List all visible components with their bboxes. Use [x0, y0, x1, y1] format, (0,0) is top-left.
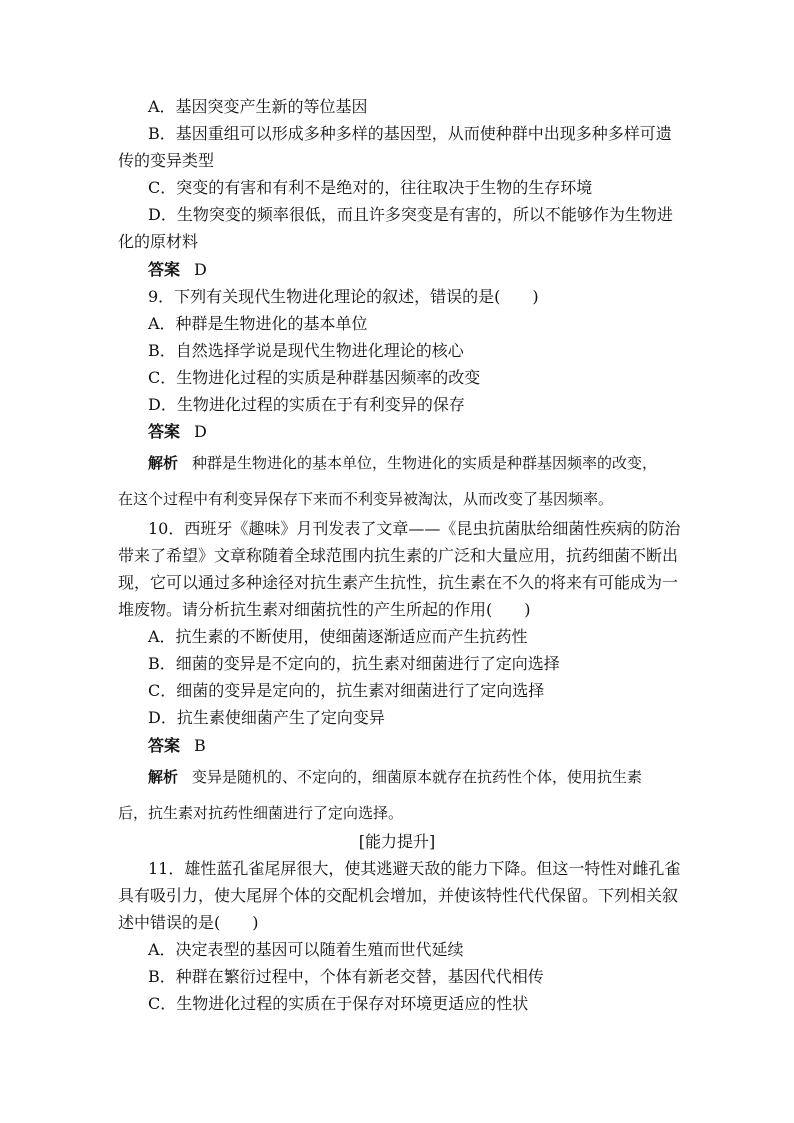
q11-option-b: B．种群在繁衍过程中，个体有新老交替，基因代代相传	[148, 967, 544, 986]
q9-analysis	[148, 453, 657, 473]
answer-label: 答案	[148, 736, 181, 755]
q11-stem-line3: 述中错误的是( )	[118, 913, 259, 932]
q8-option-a: A．基因突变产生新的等位基因	[148, 97, 368, 116]
q9-option-c: C．生物进化过程的实质是种群基因频率的改变	[148, 368, 481, 387]
q11-stem-line2: 具有吸引力，使大尾屏个体的交配机会增加，并使该特性代代保留。下列相关叙	[118, 886, 679, 905]
analysis-text: 种群是生物进化的基本单位，生物进化的实质是种群基因频率的改变，	[192, 454, 658, 472]
q10-stem: 10．西班牙《趣味》月刊发表了文章——《昆虫抗菌肽给细菌性疾病的防治	[148, 519, 681, 538]
q9-stem: 9．下列有关现代生物进化理论的叙述，错误的是( )	[148, 287, 539, 306]
q8-option-b: B．基因重组可以形成多种多样的基因型，从而使种群中出现多种多样可遗	[148, 124, 672, 143]
q9-option-b: B．自然选择学说是现代生物进化理论的核心	[148, 341, 464, 360]
q8-option-b-cont: 传的变异类型	[118, 151, 215, 170]
q8-option-c: C．突变的有害和有利不是绝对的，往往取决于生物的生存环境	[148, 178, 593, 197]
q10-stem-line2: 带来了希望》文章称随着全球范围内抗生素的广泛和大量应用，抗药细菌不断出	[118, 546, 679, 565]
q9-answer	[148, 422, 207, 442]
q10-option-b: B．细菌的变异是不定向的，抗生素对细菌进行了定向选择	[148, 654, 560, 673]
section-title: [能力提升]	[358, 832, 436, 851]
answer-label: 答案	[148, 422, 181, 441]
q10-answer	[148, 736, 206, 756]
q8-option-d-cont: 化的原材料	[118, 232, 199, 251]
answer-value: B	[194, 736, 206, 755]
q11-option-a: A．决定表型的基因可以随着生殖而世代延续	[148, 940, 464, 959]
q10-analysis-cont: 后，抗生素对抗药性细菌进行了定向选择。	[118, 804, 404, 822]
analysis-label: 解析	[148, 768, 179, 786]
q10-option-a: A．抗生素的不断使用，使细菌逐渐适应而产生抗药性	[148, 627, 528, 646]
q9-analysis-cont: 在这个过程中有利变异保存下来而不利变异被淘汰，从而改变了基因频率。	[118, 490, 614, 508]
analysis-text: 变异是随机的、不定向的，细菌原本就存在抗药性个体，使用抗生素	[192, 768, 643, 786]
q10-option-d: D．抗生素使细菌产生了定向变异	[148, 708, 385, 727]
q10-analysis	[148, 767, 642, 787]
q9-option-a: A．种群是生物进化的基本单位	[148, 314, 368, 333]
q9-option-d: D．生物进化过程的实质在于有利变异的保存	[148, 395, 465, 414]
q8-answer	[148, 260, 207, 280]
answer-label: 答案	[148, 260, 181, 279]
q11-stem: 11．雄性蓝孔雀尾屏很大，使其逃避天敌的能力下降。但这一特性对雌孔雀	[148, 859, 681, 878]
q10-stem-line3: 现，它可以通过多种途径对抗生素产生抗性，抗生素在不久的将来有可能成为一	[118, 573, 679, 592]
answer-value: D	[194, 260, 207, 279]
q8-option-d: D．生物突变的频率很低，而且许多突变是有害的，所以不能够作为生物进	[148, 205, 673, 224]
analysis-label: 解析	[148, 454, 179, 472]
q10-option-c: C．细菌的变异是定向的，抗生素对细菌进行了定向选择	[148, 681, 545, 700]
q11-option-c: C．生物进化过程的实质在于保存对环境更适应的性状	[148, 994, 529, 1013]
q10-stem-line4: 堆废物。请分析抗生素对细菌抗性的产生所起的作用( )	[118, 600, 531, 619]
answer-value: D	[194, 422, 207, 441]
